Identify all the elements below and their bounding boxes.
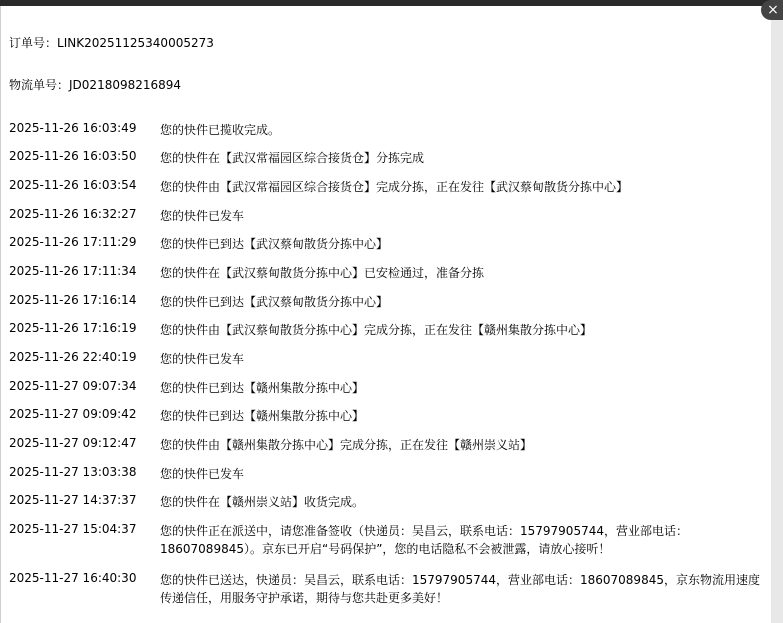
event-message: 您的快件由【赣州集散分拣中心】完成分拣，正在发往【赣州崇义站】 bbox=[160, 438, 533, 452]
event-time: 2025-11-26 16:03:54 bbox=[9, 178, 137, 192]
order-number-line bbox=[9, 34, 214, 51]
event-message: 您的快件由【武汉常福园区综合接货仓】完成分拣，正在发往【武汉蔡甸散货分拣中心】 bbox=[160, 180, 629, 194]
close-icon[interactable]: × bbox=[761, 0, 783, 20]
order-number-label: 订单号： bbox=[9, 36, 58, 50]
event-time: 2025-11-27 14:37:37 bbox=[9, 493, 137, 507]
event-time: 2025-11-26 17:11:34 bbox=[9, 264, 137, 278]
event-time: 2025-11-26 17:16:14 bbox=[9, 293, 137, 307]
event-message: 您的快件已到达【武汉蔡甸散货分拣中心】 bbox=[160, 237, 389, 251]
event-time: 2025-11-26 17:16:19 bbox=[9, 321, 137, 335]
event-message: 您的快件已送达，快递员：吴昌云，联系电话：15797905744，营业部电话：18607089845，京东物流用速度传递信任，用服务守护承诺，期待与您共赴更多美好！ bbox=[160, 573, 760, 605]
event-time: 2025-11-27 09:09:42 bbox=[9, 407, 137, 421]
event-time: 2025-11-27 16:40:30 bbox=[9, 571, 137, 585]
event-time: 2025-11-26 16:03:49 bbox=[9, 121, 137, 135]
waybill-number-label: 物流单号： bbox=[9, 78, 70, 92]
order-number-value: LINK20251125340005273 bbox=[57, 36, 214, 50]
event-message: 您的快件已揽收完成。 bbox=[160, 123, 281, 137]
event-time: 2025-11-26 22:40:19 bbox=[9, 350, 137, 364]
event-time: 2025-11-26 16:32:27 bbox=[9, 207, 137, 221]
event-message: 您的快件已到达【赣州集散分拣中心】 bbox=[160, 381, 365, 395]
event-time: 2025-11-27 09:12:47 bbox=[9, 436, 137, 450]
event-time: 2025-11-26 17:11:29 bbox=[9, 235, 137, 249]
event-message: 您的快件已到达【赣州集散分拣中心】 bbox=[160, 409, 365, 423]
event-message: 您的快件已发车 bbox=[160, 352, 245, 366]
event-message: 您的快件已发车 bbox=[160, 209, 245, 223]
event-time: 2025-11-27 13:03:38 bbox=[9, 465, 137, 479]
event-message: 您的快件在【武汉蔡甸散货分拣中心】已安检通过，准备分拣 bbox=[160, 266, 485, 280]
event-message: 您的快件由【武汉蔡甸散货分拣中心】完成分拣，正在发往【赣州集散分拣中心】 bbox=[160, 323, 593, 337]
tracking-dialog bbox=[0, 6, 771, 623]
scrollbar[interactable] bbox=[771, 6, 783, 623]
event-time: 2025-11-27 09:07:34 bbox=[9, 379, 137, 393]
event-message: 您的快件已到达【武汉蔡甸散货分拣中心】 bbox=[160, 295, 389, 309]
event-message: 您的快件在【赣州崇义站】收货完成。 bbox=[160, 495, 365, 509]
waybill-number-value: JD0218098216894 bbox=[69, 78, 182, 92]
event-message: 您的快件正在派送中，请您准备签收（快递员：吴昌云，联系电话：15797905744，营业部电话：18607089845）。京东已开启“号码保护”，您的电话隐私不会被泄露，请放心接听！ bbox=[160, 524, 688, 556]
waybill-number-line bbox=[9, 76, 181, 93]
event-message: 您的快件已发车 bbox=[160, 467, 245, 481]
event-message: 您的快件在【武汉常福园区综合接货仓】分拣完成 bbox=[160, 151, 425, 165]
event-time: 2025-11-26 16:03:50 bbox=[9, 149, 137, 163]
event-time: 2025-11-27 15:04:37 bbox=[9, 522, 137, 536]
